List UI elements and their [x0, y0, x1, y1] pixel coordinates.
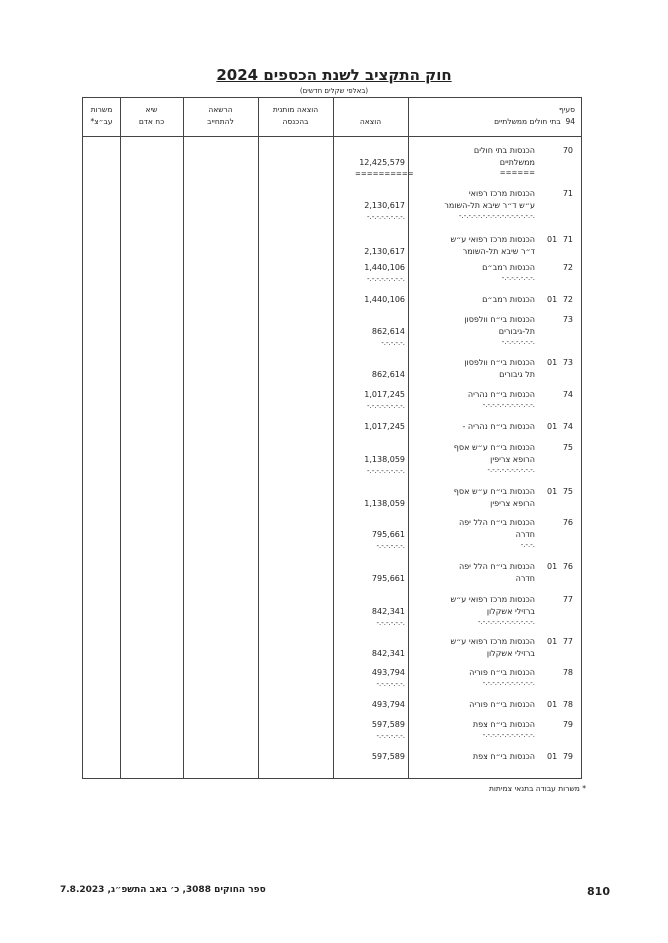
amount-underline: -.-.-.-.-.-. [376, 542, 405, 550]
row-section-code: 79 [562, 752, 573, 761]
description-underline: -.-.-. [520, 541, 535, 549]
row-description: הכנסות מרכז רפואי ע״ש ד״ר שיבא תל-השומר [450, 235, 535, 256]
amount-underline: -.-.-.-.-.-. [376, 619, 405, 627]
row-description: הכנסות בי״ח פוריה [469, 668, 535, 677]
row-code [537, 594, 573, 606]
row-description: הכנסות בי״ח נהריה [467, 390, 535, 399]
row-description: הכנסות בי״ח צפת [472, 720, 535, 729]
row-section-code: 79 [562, 720, 573, 729]
row-sub-code: 01 [547, 295, 558, 304]
row-sub-code: 01 [547, 235, 558, 244]
row-section-code: 75 [562, 443, 573, 452]
row-expense-amount: 795,661 [371, 530, 405, 539]
publication-info: ספר החוקים 3088, כ׳ באב התשפ״ג, 7.8.2023 [60, 885, 266, 895]
row-description: הכנסות מרכז רפואי ע״ש ד״ר שיבא תל-השומר [444, 189, 535, 210]
header-section: סעיף 94 בתי חולים ממשלתיים [494, 105, 575, 126]
description-underline: -.-.-.-.-.-.-. [501, 338, 535, 346]
row-expense-amount: 493,794 [371, 668, 405, 677]
row-sub-code: 01 [547, 358, 558, 367]
row-expense-amount: 1,440,106 [364, 295, 405, 304]
row-code [537, 294, 573, 306]
row-expense-amount: 1,138,059 [364, 455, 405, 464]
row-code [537, 636, 573, 648]
row-expense-amount: 597,589 [371, 720, 405, 729]
amount-underline: -.-.-.-.-.-. [376, 680, 405, 688]
row-description: הכנסות בי״ח צפת [472, 752, 535, 761]
row-expense-amount: 842,341 [371, 607, 405, 616]
row-description: הכנסות בי״ח נהריה - [462, 422, 535, 431]
row-description: הכנסות בי״ח ע״ש אסף הרופא צריפין [453, 487, 535, 508]
row-expense-amount: 1,440,106 [364, 263, 405, 272]
row-code [537, 486, 573, 498]
row-section-code: 76 [562, 562, 573, 571]
column-divider [258, 98, 259, 778]
row-code [537, 145, 573, 157]
row-section-code: 77 [562, 637, 573, 646]
row-description: הכנסות בתי חולים ממשלתיים [473, 146, 535, 167]
row-code [537, 517, 573, 529]
header-expense: הוצאה [359, 117, 382, 126]
row-section-code: 78 [562, 668, 573, 677]
row-sub-code: 01 [547, 487, 558, 496]
row-description: הכנסות בי״ח פוריה [469, 700, 535, 709]
row-expense-amount: 1,138,059 [364, 499, 405, 508]
amount-underline: -.-.-.-.-.-.-.-. [366, 402, 405, 410]
row-expense-amount: 1,017,245 [364, 422, 405, 431]
row-code [537, 751, 573, 763]
row-expense-amount: 1,017,245 [364, 390, 405, 399]
row-description: הכנסות מרכז רפואי ע״ש ברזילי אשקלון [450, 595, 535, 616]
row-description: הכנסות בי״ח וולפסון תל גיבורים [464, 358, 535, 379]
row-section-code: 75 [562, 487, 573, 496]
row-section-code: 71 [562, 235, 573, 244]
page-number: 810 [587, 885, 610, 898]
amount-underline: -.-.-.-.-.-. [376, 732, 405, 740]
row-code [537, 699, 573, 711]
row-code [537, 262, 573, 274]
row-description: הכנסות רמב״ם [482, 263, 535, 272]
row-expense-amount: 12,425,579 [359, 158, 405, 167]
amount-underline: -.-.-.-.-.-.-.-. [366, 467, 405, 475]
row-section-code: 74 [562, 390, 573, 399]
row-expense-amount: 862,614 [371, 327, 405, 336]
row-section-code: 76 [562, 518, 573, 527]
header-authorization: הרשאה להתחייב [207, 105, 234, 126]
description-underline: -.-.-.-.-.-.-.-.-.-. [487, 466, 535, 474]
row-code [537, 357, 573, 369]
row-description: הכנסות רמב״ם [482, 295, 535, 304]
row-section-code: 78 [562, 700, 573, 709]
row-description: הכנסות בי״ח ע״ש אסף הרופא צריפין [453, 443, 535, 464]
row-code [537, 421, 573, 433]
row-code [537, 442, 573, 454]
row-code [537, 389, 573, 401]
amount-underline: ========== [355, 170, 414, 178]
description-underline: -.-.-.-.-.-.-. [501, 274, 535, 282]
row-expense-amount: 597,589 [371, 752, 405, 761]
row-sub-code: 01 [547, 422, 558, 431]
row-sub-code: 01 [547, 752, 558, 761]
description-underline: -.-.-.-.-.-.-.-.-.-.-. [482, 401, 535, 409]
row-expense-amount: 795,661 [371, 574, 405, 583]
column-divider [408, 98, 409, 778]
row-sub-code: 01 [547, 562, 558, 571]
row-expense-amount: 862,614 [371, 370, 405, 379]
page-subtitle: (באלפי שקלים חדשים) [299, 87, 369, 95]
row-description: הכנסות בי״ח הלל יפה חדרה [458, 518, 535, 539]
header-divider [83, 136, 581, 137]
column-divider [333, 98, 334, 778]
amount-underline: -.-.-.-.-.-.-.-. [366, 213, 405, 221]
row-description: הכנסות בי״ח הלל יפה חדרה [458, 562, 535, 583]
row-expense-amount: 842,341 [371, 649, 405, 658]
row-code [537, 314, 573, 326]
description-underline: ====== [499, 169, 535, 177]
footnote: * משרות עבודה בתנאי צמיתות [488, 784, 586, 793]
row-expense-amount: 2,130,617 [364, 201, 405, 210]
column-divider [183, 98, 184, 778]
row-section-code: 71 [562, 189, 573, 198]
row-section-code: 70 [562, 146, 573, 155]
amount-underline: -.-.-.-.-.-.-.-. [366, 275, 405, 283]
row-code [537, 561, 573, 573]
description-underline: -.-.-.-.-.-.-.-.-.-.-.-.-.-.-.-. [458, 212, 535, 220]
row-sub-code: 01 [547, 700, 558, 709]
row-description: הכנסות מרכז רפואי ע״ש ברזילי אשקלון [450, 637, 535, 658]
row-code [537, 719, 573, 731]
column-divider [120, 98, 121, 778]
row-code [537, 667, 573, 679]
row-code [537, 234, 573, 246]
row-section-code: 74 [562, 422, 573, 431]
description-underline: -.-.-.-.-.-.-.-.-.-.-. [482, 731, 535, 739]
budget-table [82, 97, 582, 779]
row-sub-code: 01 [547, 637, 558, 646]
description-underline: -.-.-.-.-.-.-.-.-.-.-. [482, 679, 535, 687]
row-expense-amount: 493,794 [371, 700, 405, 709]
row-section-code: 72 [562, 295, 573, 304]
header-conditional-expense: הוצאה מותנית בהכנסה [272, 105, 319, 126]
header-manpower: שיא כח אדם [138, 105, 165, 126]
page-title: חוק התקציב לשנת הכספים 2024 [216, 66, 452, 84]
header-contractor: משרות עב״צ* [90, 105, 113, 126]
row-description: הכנסות בי״ח וולפסון תל-גיבורים [464, 315, 535, 336]
row-section-code: 73 [562, 315, 573, 324]
amount-underline: -.-.-.-.-. [381, 339, 405, 347]
row-section-code: 73 [562, 358, 573, 367]
row-section-code: 72 [562, 263, 573, 272]
row-code [537, 188, 573, 200]
description-underline: -.-.-.-.-.-.-.-.-.-.-.-. [477, 618, 535, 626]
row-expense-amount: 2,130,617 [364, 247, 405, 256]
row-section-code: 77 [562, 595, 573, 604]
